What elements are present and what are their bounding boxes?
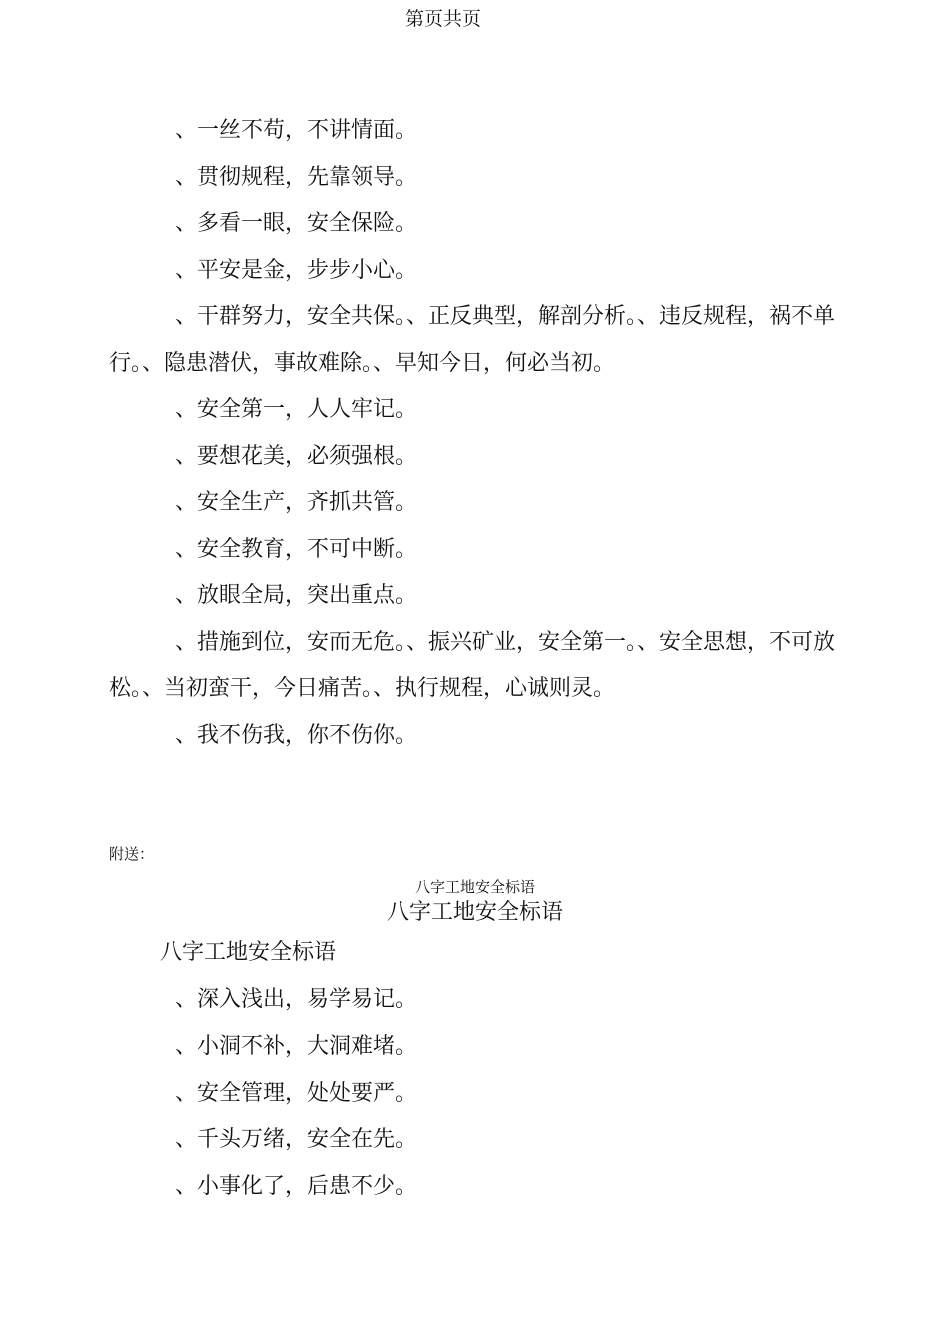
slogan-item: 、平安是金，步步小心。: [175, 257, 418, 283]
slogan-item: 、安全教育，不可中断。: [175, 536, 418, 562]
slogan-paragraph: 、措施到位，安而无危。、振兴矿业，安全第一。、安全思想，不可放松。、当初蛮干，今日痛苦。、执行规程，心诚则灵。: [109, 629, 836, 701]
slogan-item: 、小洞不补，大洞难堵。: [175, 1033, 418, 1059]
slogan-list-page1: [109, 108, 844, 759]
slogan-item: 、深入浅出，易学易记。: [175, 987, 418, 1012]
section-heading: 八字工地安全标语: [160, 940, 337, 965]
slogan-list-appendix: [175, 977, 775, 1211]
slogan-item: 、放眼全局，突出重点。: [175, 583, 418, 608]
appendix-label: 附送：: [109, 845, 155, 863]
slogan-item: 、小事化了，后患不少。: [175, 1174, 418, 1200]
slogan-item: 、要想花美，必须强根。: [175, 443, 418, 469]
slogan-item: 、安全管理，处处要严。: [175, 1080, 418, 1106]
slogan-item: 、安全第一，人人牢记。: [175, 397, 418, 422]
appendix-small-title: 八字工地安全标语: [414, 878, 535, 896]
slogan-item: 、一丝不苟，不讲情面。: [175, 118, 418, 143]
appendix-main-title: 八字工地安全标语: [386, 900, 563, 925]
slogan-item: 、千头万绪，安全在先。: [175, 1127, 418, 1153]
page-header: 第页共页: [404, 8, 481, 30]
slogan-item: 、贯彻规程，先靠领导。: [175, 164, 418, 190]
slogan-paragraph: 、干群努力，安全共保。、正反典型，解剖分析。、违反规程，祸不单行。、隐患潜伏，事故难除。、早知今日，何必当初。: [109, 304, 836, 376]
slogan-item: 、安全生产，齐抓共管。: [175, 490, 418, 515]
slogan-item: 、多看一眼，安全保险。: [175, 211, 418, 236]
slogan-item: 、我不伤我，你不伤你。: [175, 722, 418, 748]
